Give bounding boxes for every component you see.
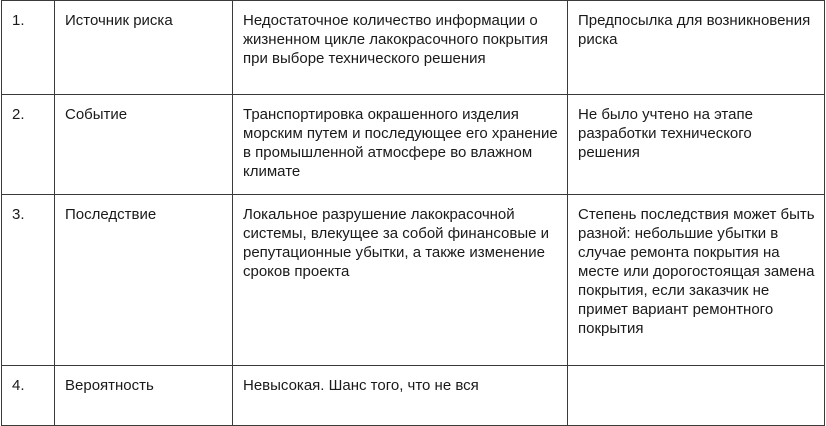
row-note-cell bbox=[568, 366, 825, 426]
row-description: Локальное разрушение лакокрасочной системы, влекущее за собой финансовые и репутационные убытки, а также изменение сроков проекта bbox=[243, 206, 549, 280]
row-note-cell bbox=[568, 95, 825, 195]
row-number-cell bbox=[2, 95, 55, 195]
row-description-cell bbox=[233, 195, 568, 366]
row-note: Не было учтено на этапе разработки технического решения bbox=[578, 106, 753, 161]
row-name: Событие bbox=[65, 106, 128, 123]
row-number: 3. bbox=[12, 206, 25, 223]
row-number-cell bbox=[2, 1, 55, 95]
table-row bbox=[2, 95, 825, 195]
row-number: 2. bbox=[12, 106, 25, 123]
table-row bbox=[2, 195, 825, 366]
row-name: Вероятность bbox=[65, 377, 154, 394]
row-note-cell bbox=[568, 1, 825, 95]
row-description-cell bbox=[233, 95, 568, 195]
row-description-cell bbox=[233, 1, 568, 95]
row-name: Источник риска bbox=[65, 12, 173, 29]
table-row bbox=[2, 1, 825, 95]
row-description: Недостаточное количество информации о жизненном цикле лакокрасочного покрытия при выборе технического решения bbox=[243, 12, 548, 67]
row-name-cell bbox=[55, 1, 233, 95]
row-number-cell bbox=[2, 366, 55, 426]
row-number-cell bbox=[2, 195, 55, 366]
row-name-cell bbox=[55, 95, 233, 195]
row-description-cell bbox=[233, 366, 568, 426]
row-name-cell bbox=[55, 195, 233, 366]
table-row bbox=[2, 366, 825, 426]
row-note: Степень последствия может быть разной: небольшие убытки в случае ремонта покрытия на месте или дорогостоящая замена покрытия, если заказчик не примет вариант ремонтного покрытия bbox=[578, 206, 815, 337]
row-description: Транспортировка окрашенного изделия морским путем и последующее его хранение в промышленной атмосфере во влажном климате bbox=[243, 106, 558, 180]
row-number: 1. bbox=[12, 12, 25, 29]
risk-table bbox=[1, 0, 825, 426]
row-description: Невысокая. Шанс того, что не вся bbox=[243, 377, 479, 394]
row-note: Предпосылка для возникновения риска bbox=[578, 12, 811, 48]
row-name-cell bbox=[55, 366, 233, 426]
row-name: Последствие bbox=[65, 206, 157, 223]
row-note-cell bbox=[568, 195, 825, 366]
row-number: 4. bbox=[12, 377, 25, 394]
